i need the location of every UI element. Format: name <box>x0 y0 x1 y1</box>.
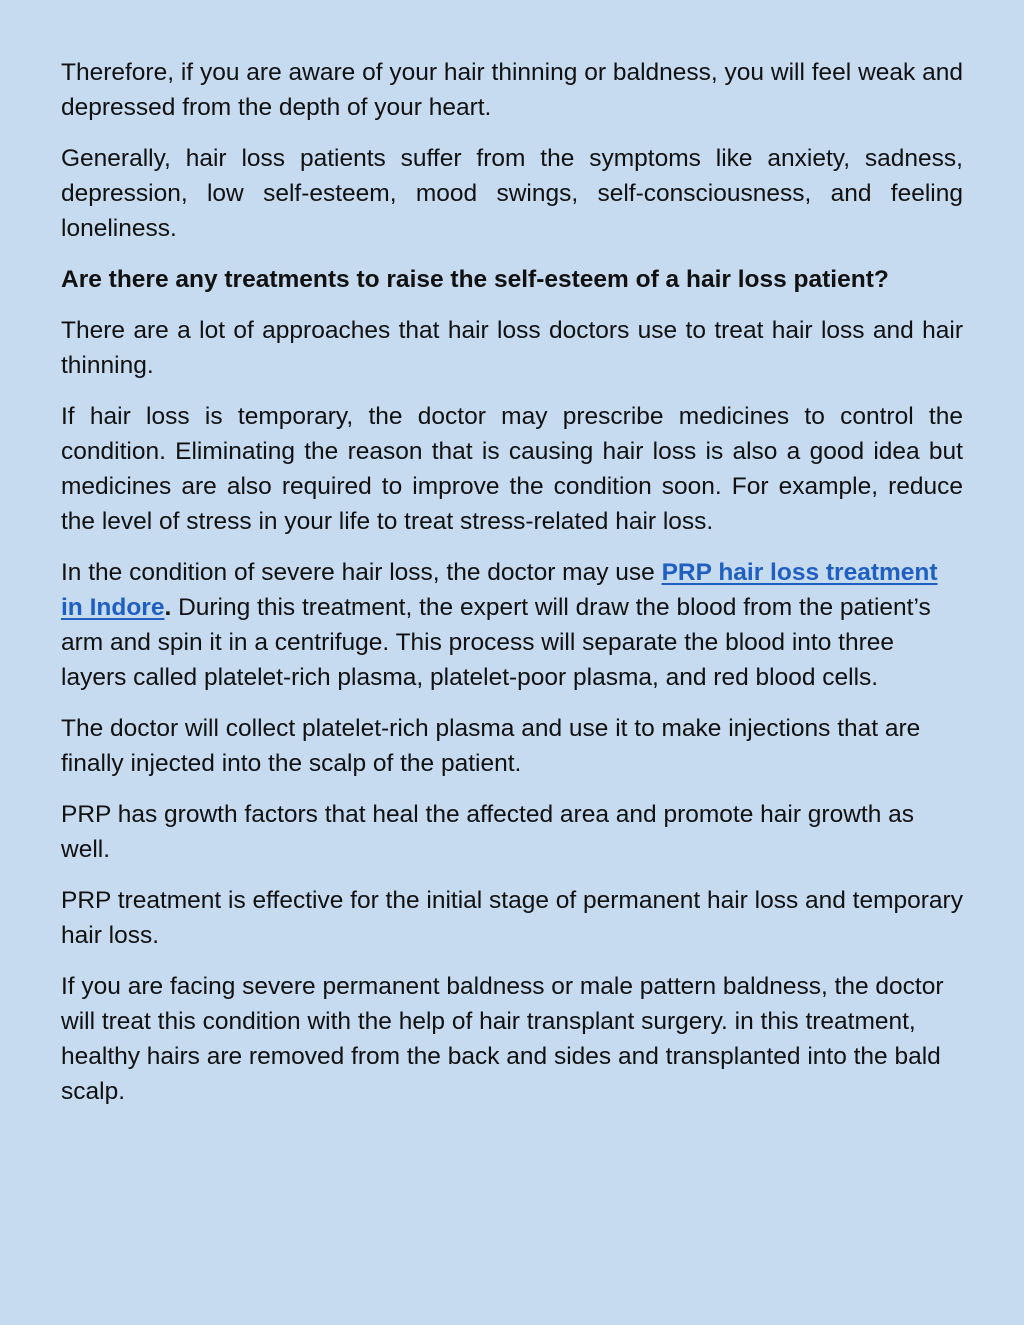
paragraph-prp-process-text: During this treatment, the expert will draw the blood from the patient’s arm and spin it in a centrifuge. This process will separate the blood into three layers called platelet-rich plasma, platelet-poor plasma, and red blood cells. <box>61 594 931 691</box>
paragraph-prp-treatment <box>61 555 963 695</box>
paragraph-prp-effectiveness: PRP treatment is effective for the initial stage of permanent hair loss and temporary hair loss. <box>61 887 963 949</box>
paragraph-prp-intro-text: In the condition of severe hair loss, the doctor may use <box>61 559 662 586</box>
paragraph-plasma-injection: The doctor will collect platelet-rich plasma and use it to make injections that are finally injected into the scalp of the patient. <box>61 715 921 777</box>
prp-treatment-link[interactable]: PRP hair loss treatment in Indore <box>61 559 938 621</box>
paragraph-growth-factors: PRP has growth factors that heal the affected area and promote hair growth as well. <box>61 801 915 863</box>
link-period: . <box>164 594 172 621</box>
paragraph-hair-thinning-feelings: Therefore, if you are aware of your hair thinning or baldness, you will feel weak and depressed from the depth of your heart. <box>61 59 963 121</box>
paragraph-approaches: There are a lot of approaches that hair loss doctors use to treat hair loss and hair thinning. <box>61 317 963 379</box>
paragraph-symptoms: Generally, hair loss patients suffer from the symptoms like anxiety, sadness, depression, low self-esteem, mood swings, self-consciousness, and feeling loneliness. <box>61 145 963 242</box>
section-heading: Are there any treatments to raise the self-esteem of a hair loss patient? <box>61 266 889 293</box>
paragraph-hair-transplant: If you are facing severe permanent baldness or male pattern baldness, the doctor will treat this condition with the help of hair transplant surgery. in this treatment, healthy hairs are removed from the back and sides and transplanted into the bald scalp. <box>61 973 944 1105</box>
paragraph-temporary-hair-loss: If hair loss is temporary, the doctor may prescribe medicines to control the condition. Eliminating the reason that is causing hair loss is also a good idea but medicines are also required to improve the condition soon. For example, reduce the level of stress in your life to treat stress-related hair loss. <box>61 403 963 535</box>
